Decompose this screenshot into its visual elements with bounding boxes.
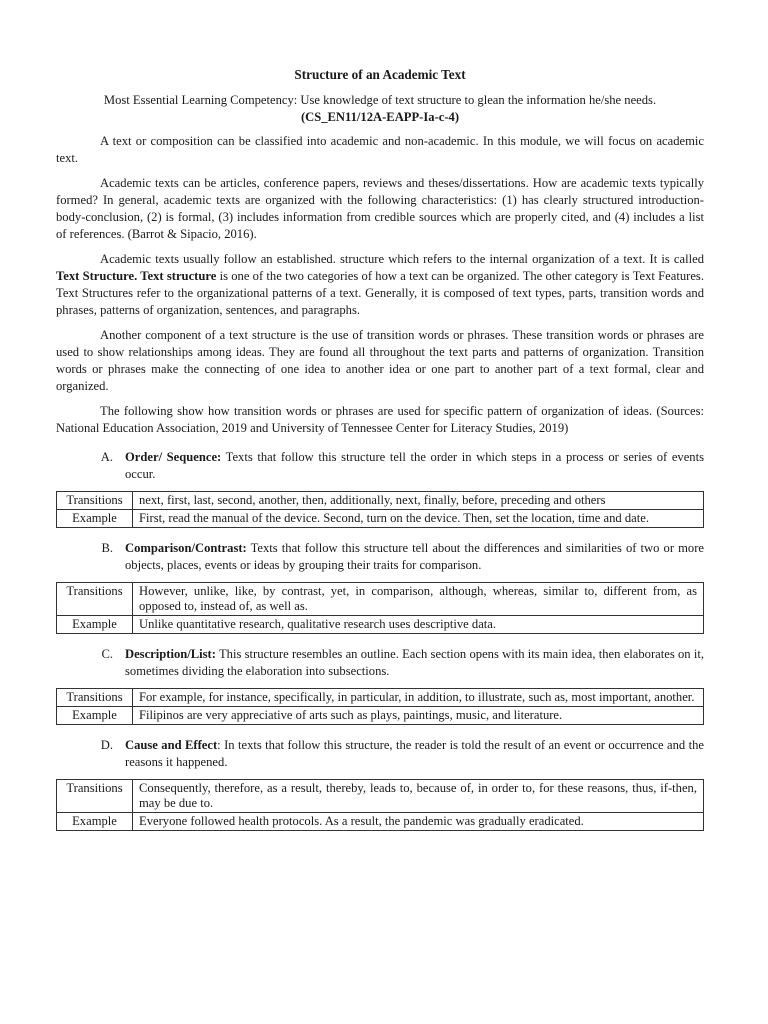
section-heading: Order/ Sequence:: [125, 450, 222, 464]
paragraph-text: is one of the two categories of how a text can be organized. The other category is Text Features. Text Structures refer to the organizational patterns of a text. Generally, it is composed of text types, parts, transition words and phrases, patterns of organization, sentences, and paragraphs.: [56, 269, 704, 317]
section-text: This structure resembles an outline. Each section opens with its main idea, then elaborates on it, sometimes dividing the elaboration into subsections.: [125, 647, 704, 678]
transition-table: [56, 491, 704, 528]
section-order-sequence: [56, 449, 704, 483]
row-value: First, read the manual of the device. Second, turn on the device. Then, set the location, time and date.: [133, 510, 704, 528]
section-text: : In texts that follow this structure, the reader is told the result of an event or occurrence and the reasons it happened.: [125, 738, 704, 769]
paragraph-transitions: Another component of a text structure is the use of transition words or phrases. These transition words or phrases are used to show relationships among ideas. They are found all throughout the text parts and patterns of organization. Transition words or phrases make the connecting of one idea to another idea or one part to another part of a text formal, clear and organized.: [56, 328, 704, 393]
section-description-list: [56, 646, 704, 680]
paragraph-intro: A text or composition can be classified into academic and non-academic. In this module, we will focus on academic text.: [56, 134, 704, 165]
row-value: Filipinos are very appreciative of arts such as plays, paintings, music, and literature.: [133, 707, 704, 725]
section-description: [125, 449, 704, 483]
row-label: Transitions: [57, 492, 133, 510]
document-page: [56, 66, 704, 841]
paragraph-sources: The following show how transition words or phrases are used for specific pattern of organization of ideas. (Sources: National Education Association, 2019 and University of Tennessee Center for Literacy Studies, 2019): [56, 404, 704, 435]
section-heading: Description/List:: [125, 647, 216, 661]
row-value: Consequently, therefore, as a result, thereby, leads to, because of, in order to, for these reasons, thus, if-then, may be due to.: [133, 780, 704, 813]
section-description: [125, 540, 704, 574]
table-row: [57, 780, 704, 813]
row-label: Example: [57, 616, 133, 634]
table-row: [57, 510, 704, 528]
section-text: Texts that follow this structure tell the order in which steps in a process or series of events occur.: [125, 450, 704, 481]
competency-code: (CS_EN11/12A-EAPP-Ia-c-4): [300, 110, 460, 124]
table-row: [57, 813, 704, 831]
section-letter: B.: [101, 541, 113, 555]
page-title: Structure of an Academic Text: [294, 67, 466, 82]
table-row: [57, 707, 704, 725]
section-description: [125, 737, 704, 771]
section-text: Texts that follow this structure tell about the differences and similarities of two or more objects, places, events or ideas by grouping their traits for comparison.: [125, 541, 704, 572]
row-label: Transitions: [57, 583, 133, 616]
row-value: For example, for instance, specifically, in particular, in addition, to illustrate, such as, most important, another.: [133, 689, 704, 707]
section-letter: D.: [100, 738, 113, 752]
transition-table: [56, 688, 704, 725]
section-description: [125, 646, 704, 680]
section-cause-effect: [56, 737, 704, 771]
row-value: Everyone followed health protocols. As a result, the pandemic was gradually eradicated.: [133, 813, 704, 831]
table-row: [57, 583, 704, 616]
bold-term: Text Structure. Text structure: [56, 269, 217, 283]
row-value: next, first, last, second, another, then, additionally, next, finally, before, preceding and others: [133, 492, 704, 510]
section-comparison-contrast: [56, 540, 704, 574]
row-value: However, unlike, like, by contrast, yet, in comparison, although, whereas, similar to, different from, as opposed to, instead of, as well as.: [133, 583, 704, 616]
table-row: [57, 492, 704, 510]
paragraph-academic-texts: Academic texts can be articles, conference papers, reviews and theses/dissertations. How are academic texts typically formed? In general, academic texts are organized with the following characteristics: (1) has clearly structured introduction-body-conclusion, (2) is formal, (3) includes information from credible sources which are properly cited, and (4) includes a list of references. (Barrot & Sipacio, 2016).: [56, 176, 704, 241]
table-row: [57, 616, 704, 634]
paragraph-text-structure: [56, 251, 704, 319]
section-letter: A.: [100, 450, 113, 464]
section-letter: C.: [101, 647, 113, 661]
section-heading: Comparison/Contrast:: [125, 541, 247, 555]
row-label: Example: [57, 813, 133, 831]
paragraph-text: Academic texts usually follow an established. structure which refers to the internal organization of a text. It is called: [100, 252, 704, 266]
table-row: [57, 689, 704, 707]
row-label: Transitions: [57, 780, 133, 813]
row-label: Transitions: [57, 689, 133, 707]
transition-table: [56, 582, 704, 634]
row-label: Example: [57, 707, 133, 725]
row-value: Unlike quantitative research, qualitative research uses descriptive data.: [133, 616, 704, 634]
competency-text: Most Essential Learning Competency: Use knowledge of text structure to glean the information he/she needs.: [103, 93, 657, 107]
section-heading: Cause and Effect: [125, 738, 218, 752]
row-label: Example: [57, 510, 133, 528]
transition-table: [56, 779, 704, 831]
